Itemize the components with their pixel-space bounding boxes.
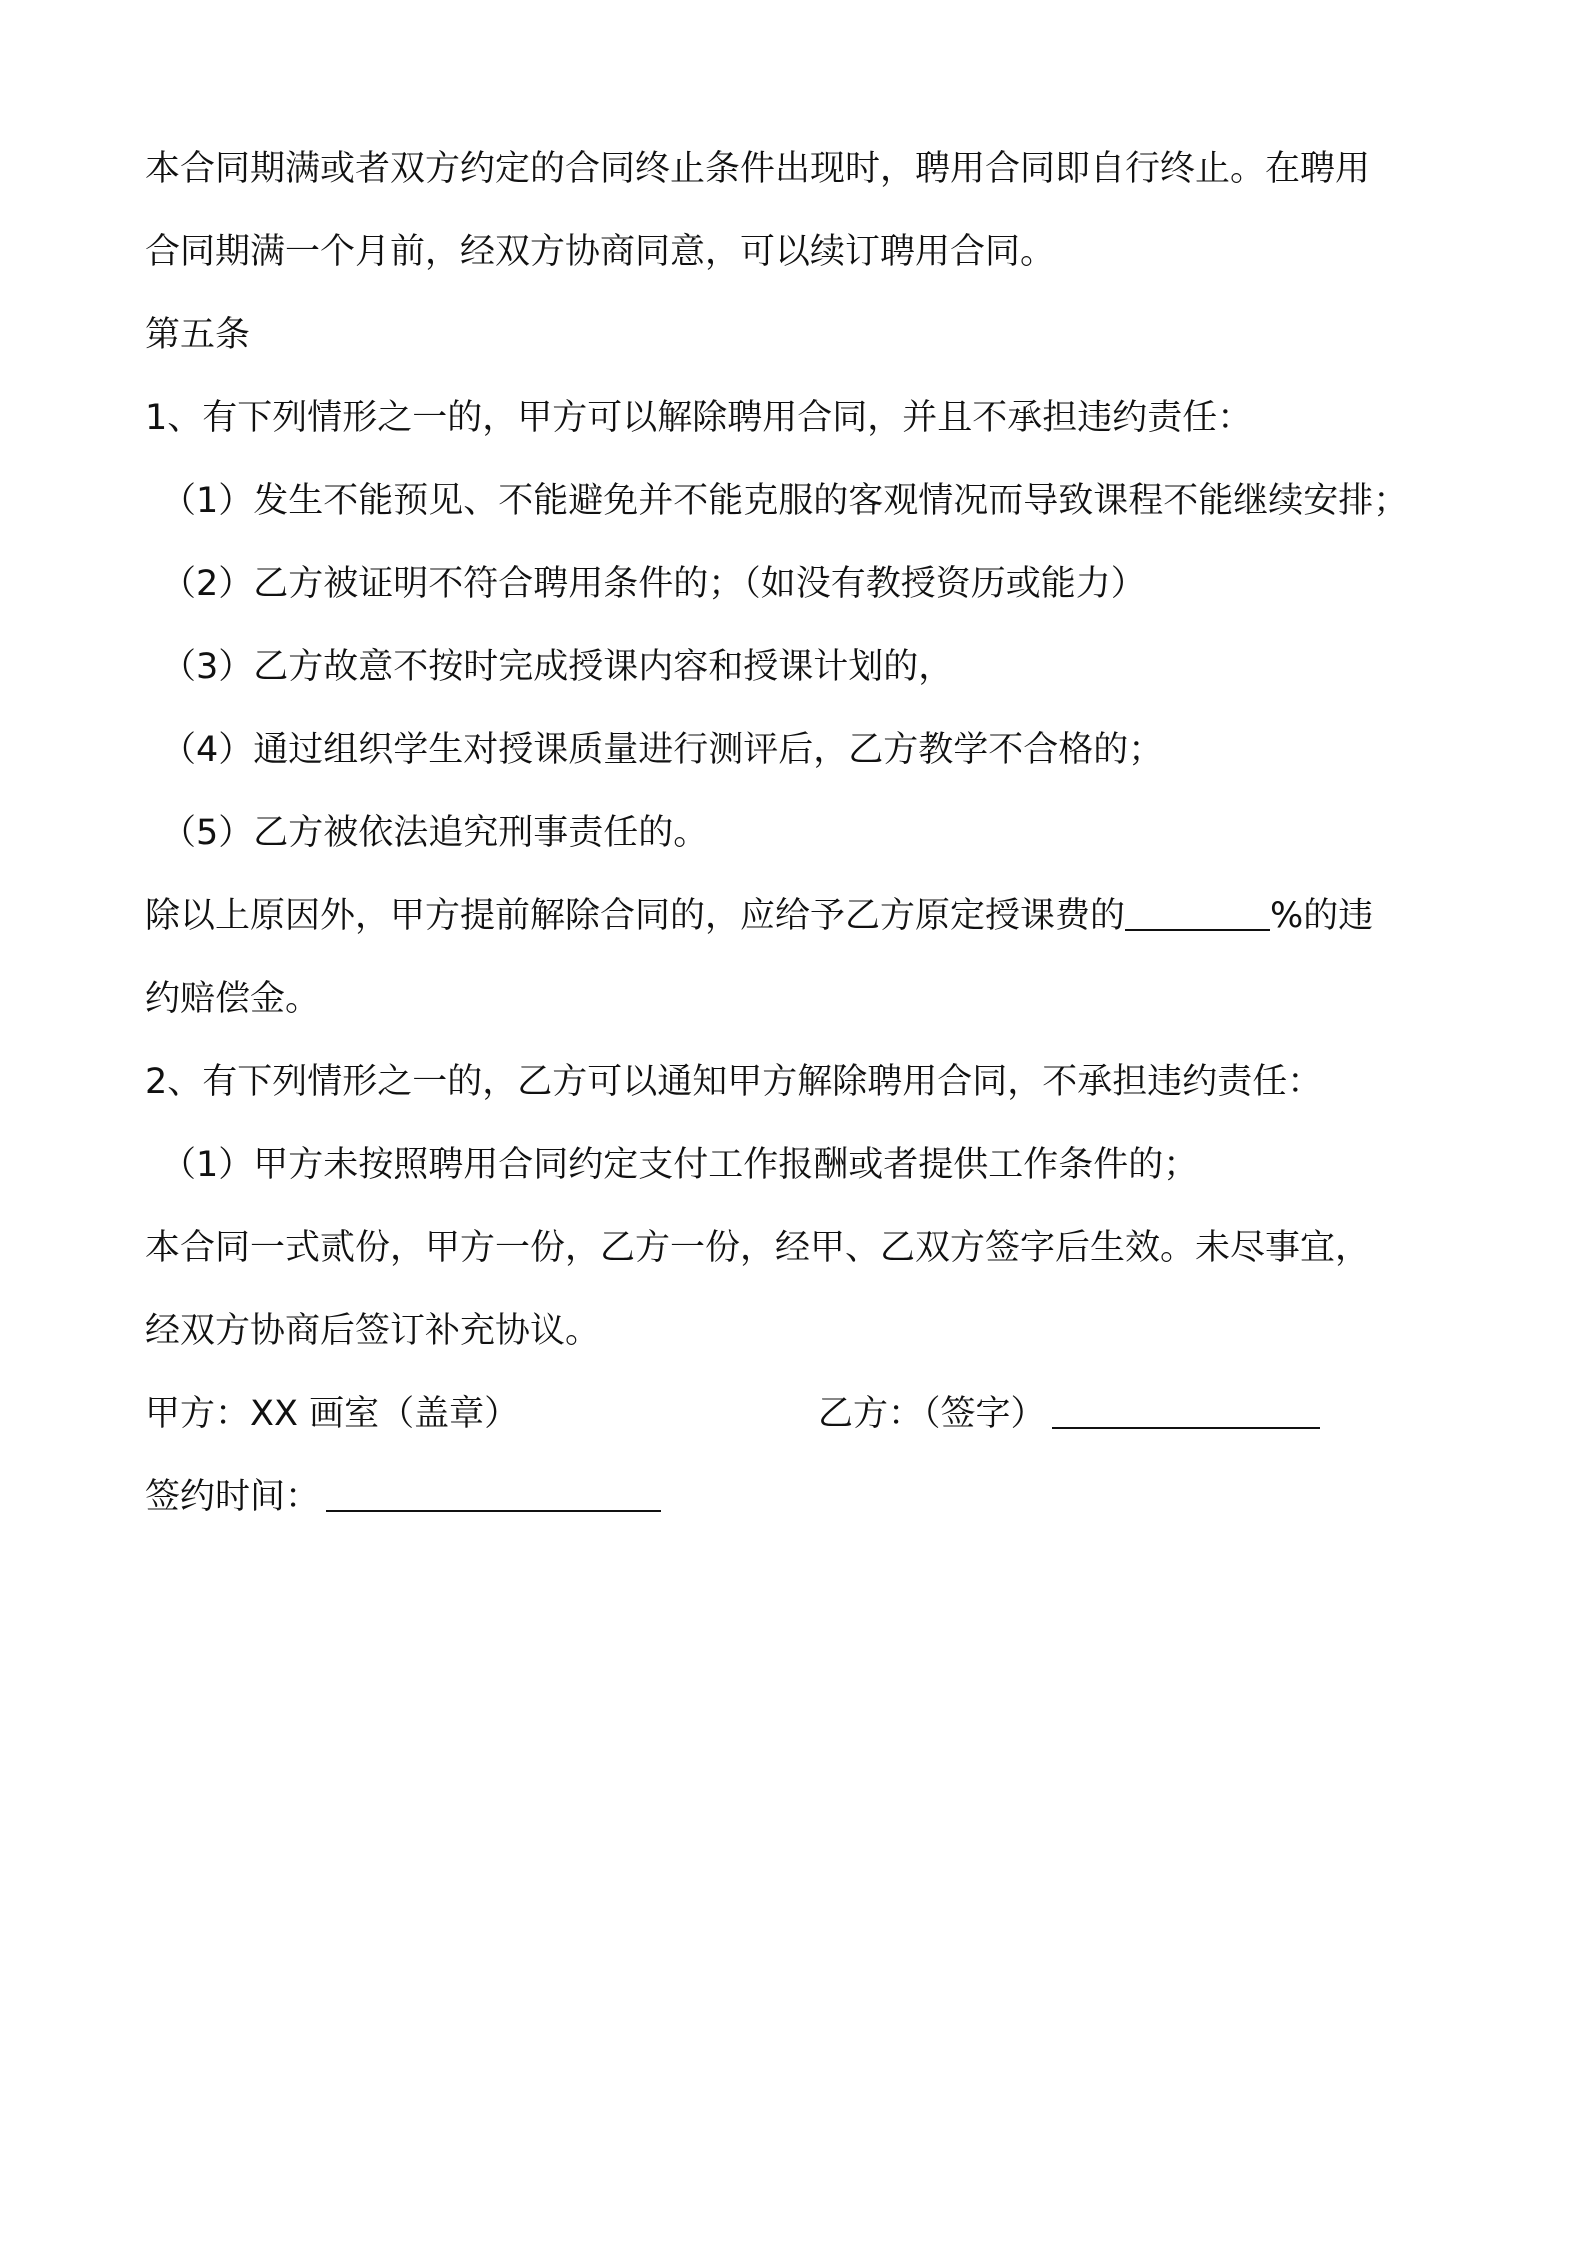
- contract-page: [145, 128, 1445, 1539]
- closing-line-2: 经双方协商后签订补充协议。: [145, 1311, 601, 1351]
- intro-line-1: 本合同期满或者双方约定的合同终止条件出现时，聘用合同即自行终止。在聘用: [145, 149, 1371, 189]
- party-a-signature: 甲方：XX 画室（盖章）: [145, 1394, 520, 1434]
- clause-1-item-4: （4）通过组织学生对授课质量进行测评后，乙方教学不合格的；: [161, 730, 1164, 770]
- article-title: 第五条: [145, 315, 251, 355]
- clause-1-item-3: （3）乙方故意不按时完成授课内容和授课计划的，: [161, 647, 954, 687]
- penalty-percent-blank[interactable]: [1125, 899, 1270, 931]
- sign-date-line: [145, 1456, 1445, 1539]
- clause-1-item-5: （5）乙方被依法追究刑事责任的。: [161, 813, 709, 853]
- party-b-signature-blank[interactable]: [1052, 1397, 1320, 1429]
- signature-row: [145, 1373, 1445, 1456]
- sign-date-label: 签约时间：: [145, 1477, 321, 1517]
- party-b-label: 乙方：（签字）: [818, 1394, 1046, 1434]
- intro-line-2: 合同期满一个月前，经双方协商同意，可以续订聘用合同。: [145, 232, 1056, 272]
- penalty-line-1: [145, 875, 1445, 958]
- penalty-text-after: %的违: [1270, 896, 1374, 936]
- clause-2-heading: 2、有下列情形之一的，乙方可以通知甲方解除聘用合同，不承担违约责任：: [145, 1062, 1323, 1102]
- clause-1-heading: 1、有下列情形之一的，甲方可以解除聘用合同，并且不承担违约责任：: [145, 398, 1253, 438]
- sign-date-blank[interactable]: [326, 1480, 661, 1512]
- clause-1-item-1: （1）发生不能预见、不能避免并不能克服的客观情况而导致课程不能继续安排；: [161, 481, 1409, 521]
- closing-line-1: 本合同一式贰份，甲方一份，乙方一份，经甲、乙双方签字后生效。未尽事宜，: [145, 1228, 1371, 1268]
- penalty-text-before: 除以上原因外，甲方提前解除合同的，应给予乙方原定授课费的: [145, 896, 1126, 936]
- penalty-line-2: 约赔偿金。: [145, 979, 321, 1019]
- clause-1-item-2: （2）乙方被证明不符合聘用条件的；（如没有教授资历或能力）: [161, 564, 1146, 604]
- clause-2-item-1: （1）甲方未按照聘用合同约定支付工作报酬或者提供工作条件的；: [161, 1145, 1199, 1185]
- party-b-signature: [818, 1373, 1320, 1456]
